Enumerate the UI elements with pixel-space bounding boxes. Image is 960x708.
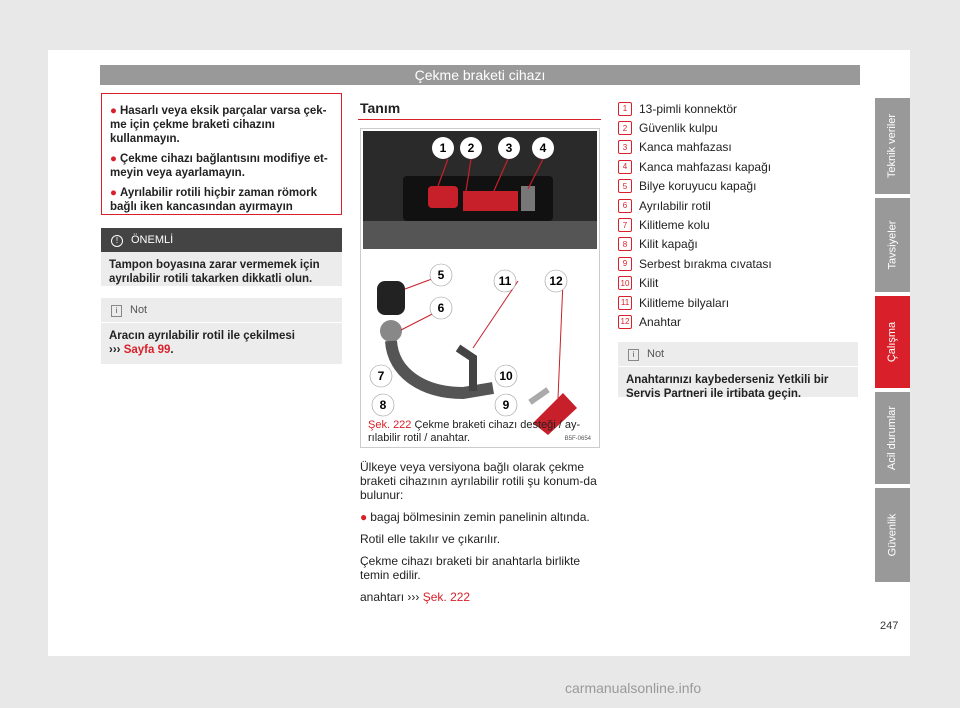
warning-item — [110, 104, 333, 146]
alert-icon: ! — [111, 235, 123, 247]
paragraph: Çekme cihazı braketi bir anahtarla birlikte temin edilir. — [360, 554, 581, 582]
tab-guvenlik[interactable]: Güvenlik — [875, 488, 910, 582]
legend-text: Ayrılabilir rotil — [639, 198, 711, 213]
legend-list — [618, 99, 858, 332]
paragraph: Rotil elle takılır ve çıkarılır. — [360, 532, 501, 546]
page-link[interactable]: Sayfa 99 — [123, 344, 171, 356]
notice-label: ÖNEMLİ — [131, 234, 174, 246]
legend-item — [618, 293, 858, 312]
callout-7: 7 — [377, 369, 385, 383]
legend-number: 8 — [618, 237, 632, 251]
notice-text: Tampon boyasına zarar vermemek için ayrılabilir rotili takarken dikkatli olun. — [109, 259, 320, 285]
photo-detachable-ball — [363, 253, 597, 443]
note-box — [101, 298, 342, 364]
note-header — [101, 298, 342, 323]
legend-number: 11 — [618, 296, 632, 310]
legend-item — [618, 215, 858, 234]
legend-text: Serbest bırakma cıvatası — [639, 256, 772, 271]
note-label: Not — [647, 348, 665, 360]
note-header — [618, 342, 858, 367]
callout-5: 5 — [437, 268, 445, 282]
legend-number: 4 — [618, 160, 632, 174]
callout-1: 1 — [439, 141, 447, 155]
callout-6: 6 — [437, 301, 445, 315]
legend-text: Anahtar — [639, 314, 682, 329]
warning-text: Çekme cihazı bağlantısını modifiye et-meyin veya ayarlamayın. — [110, 153, 328, 179]
photo-hitch-mount — [363, 131, 597, 249]
note-body: Aracın ayrılabilir rotil ile çekilmesi ››› Sayfa 99. — [109, 330, 296, 356]
bullet-icon: ● — [110, 105, 117, 117]
note-text: Anahtarınızı kaybederseniz Yetkili bir Servis Partneri ile irtibata geçin. — [626, 374, 829, 400]
warning-text: Ayrılabilir rotili hiçbir zaman römork bağlı iken kancasından ayırmayın — [110, 187, 317, 213]
legend-item — [618, 177, 858, 196]
legend-item — [618, 118, 858, 137]
legend-text: Bilye koruyucu kapağı — [639, 179, 757, 194]
section-heading: Tanım — [360, 100, 401, 116]
bullet-icon: ● — [360, 510, 368, 524]
callout-8: 8 — [379, 398, 387, 412]
legend-number: 2 — [618, 121, 632, 135]
link-arrows: ››› — [109, 344, 121, 356]
section-rule — [358, 119, 601, 120]
note-box — [618, 342, 858, 400]
bullet-icon: ● — [110, 153, 117, 165]
watermark-text: carmanualsonline.info — [565, 680, 702, 696]
callout-11: 11 — [498, 274, 512, 288]
legend-text: Kilit — [639, 276, 659, 291]
legend-item — [618, 254, 858, 273]
figure-link[interactable]: Şek. 222 — [422, 590, 471, 604]
legend-number: 3 — [618, 140, 632, 154]
legend-number: 5 — [618, 179, 632, 193]
page-title: Çekme braketi cihazı — [100, 65, 860, 85]
info-icon: i — [111, 305, 122, 317]
bullet-icon: ● — [110, 187, 117, 199]
tab-acil-durumlar[interactable]: Acil durumlar — [875, 392, 910, 484]
legend-text: Güvenlik kulpu — [639, 121, 718, 136]
warning-item — [110, 152, 333, 180]
legend-number: 7 — [618, 218, 632, 232]
legend-item — [618, 312, 858, 331]
legend-number: 6 — [618, 199, 632, 213]
legend-item — [618, 157, 858, 176]
figure-caption — [368, 419, 596, 445]
legend-number: 9 — [618, 257, 632, 271]
bullet-text: bagaj bölmesinin zemin panelinin altında. — [370, 510, 590, 524]
paragraph-ref — [360, 590, 605, 604]
legend-text: Kilitleme bilyaları — [639, 295, 730, 310]
ref-text: anahtarı — [360, 590, 405, 604]
paragraph: Ülkeye veya versiyona bağlı olarak çekme braketi cihazının ayrılabilir rotili şu konum-da bulunur: — [360, 460, 597, 502]
legend-text: 13-pimli konnektör — [639, 101, 738, 116]
legend-text: Kilit kapağı — [639, 237, 698, 252]
legend-text: Kilitleme kolu — [639, 218, 710, 233]
callout-4: 4 — [539, 141, 547, 155]
caption-text: Çekme braketi cihazı desteği / ay-rılabilir rotil / anahtar. — [368, 419, 581, 444]
warning-box — [101, 93, 342, 215]
callout-3: 3 — [505, 141, 513, 155]
tab-teknik-veriler[interactable]: Teknik veriler — [875, 98, 910, 194]
tab-calisma[interactable]: Çalışma — [875, 296, 910, 388]
callout-9: 9 — [502, 398, 510, 412]
figure-number: Şek. 222 — [368, 419, 412, 431]
legend-number: 12 — [618, 315, 632, 329]
bullet-item — [360, 510, 605, 524]
tab-tavsiyeler[interactable]: Tavsiyeler — [875, 198, 910, 292]
page-number: 247 — [880, 620, 899, 632]
note-text: Aracın ayrılabilir rotil ile çekilmesi — [109, 330, 296, 342]
legend-item — [618, 196, 858, 215]
figure — [360, 128, 600, 448]
warning-text: Hasarlı veya eksik parçalar varsa çek-me için çekme braketi cihazını kullanmayın. — [110, 105, 327, 145]
note-label: Not — [130, 304, 148, 316]
info-icon: i — [628, 349, 639, 361]
legend-item — [618, 235, 858, 254]
warning-item — [110, 186, 333, 214]
legend-text: Kanca mahfazası — [639, 140, 732, 155]
legend-text: Kanca mahfazası kapağı — [639, 159, 772, 174]
legend-item — [618, 99, 858, 118]
legend-item — [618, 138, 858, 157]
notice-box — [101, 228, 342, 286]
callout-2: 2 — [467, 141, 475, 155]
link-arrows: ››› — [407, 590, 420, 604]
legend-number: 10 — [618, 276, 632, 290]
notice-header — [101, 228, 342, 252]
callout-12: 12 — [549, 274, 563, 288]
main-text — [360, 460, 605, 612]
legend-number: 1 — [618, 102, 632, 116]
figure-code: B5F-0654 — [564, 436, 591, 442]
legend-item — [618, 274, 858, 293]
callout-10: 10 — [499, 369, 513, 383]
